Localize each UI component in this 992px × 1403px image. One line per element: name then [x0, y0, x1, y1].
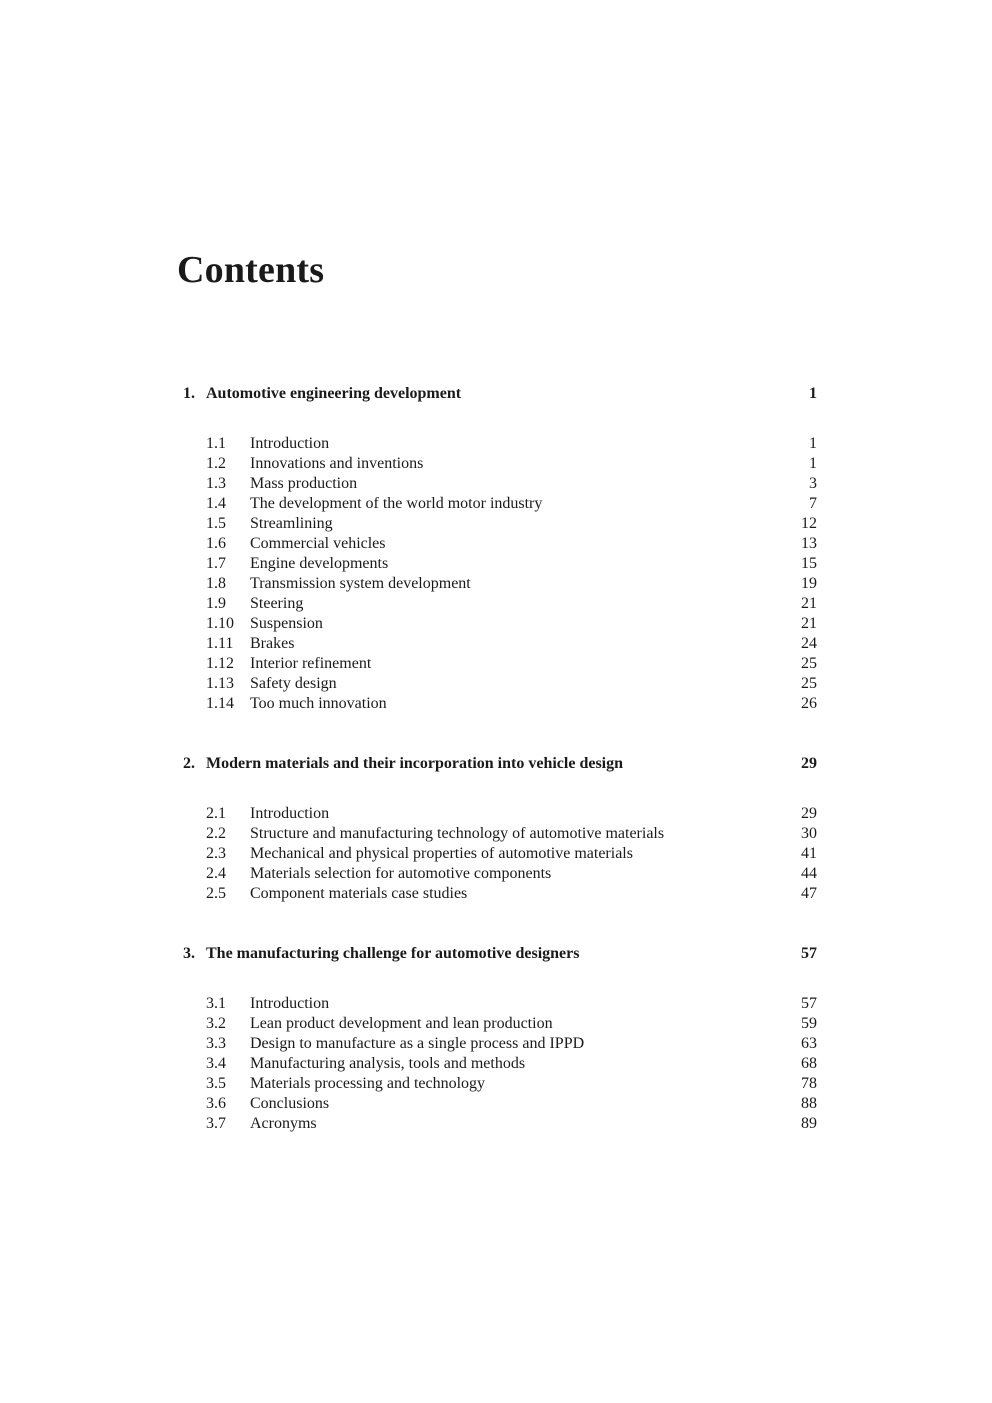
- section-number: 1.4: [206, 495, 226, 512]
- section-title: Introduction: [250, 995, 330, 1012]
- section-title: Lean product development and lean production: [250, 1015, 553, 1032]
- section-title: Steering: [250, 595, 304, 612]
- toc-chapter-3: [183, 944, 817, 1134]
- section-page-number: 25: [801, 655, 817, 672]
- toc-entry[interactable]: [206, 994, 817, 1014]
- section-title: Design to manufacture as a single process and IPPD: [250, 1035, 585, 1052]
- section-title: Commercial vehicles: [250, 535, 386, 552]
- section-page-number: 13: [801, 535, 817, 552]
- section-page-number: 88: [801, 1095, 817, 1112]
- toc-entry[interactable]: [206, 574, 817, 594]
- section-page-number: 12: [801, 515, 817, 532]
- section-page-number: 41: [801, 845, 817, 862]
- section-title: The development of the world motor industry: [250, 495, 543, 512]
- section-number: 1.1: [206, 435, 226, 452]
- section-number: 3.7: [206, 1115, 226, 1132]
- section-page-number: 59: [801, 1015, 817, 1032]
- section-number: 1.3: [206, 475, 226, 492]
- toc-entry[interactable]: [206, 1034, 817, 1054]
- section-number: 1.14: [206, 695, 234, 712]
- section-number: 1.10: [206, 615, 234, 632]
- section-page-number: 30: [801, 825, 817, 842]
- toc-chapter-2: [183, 754, 817, 904]
- page-title: Contents: [177, 249, 325, 291]
- section-page-number: 3: [809, 475, 817, 492]
- section-page-number: 44: [801, 865, 817, 882]
- section-title: Brakes: [250, 635, 295, 652]
- section-page-number: 25: [801, 675, 817, 692]
- section-page-number: 24: [801, 635, 817, 652]
- section-list: [183, 804, 817, 904]
- chapter-heading[interactable]: [183, 944, 817, 964]
- section-number: 2.5: [206, 885, 226, 902]
- section-number: 3.1: [206, 995, 226, 1012]
- section-title: Interior refinement: [250, 655, 372, 672]
- chapter-title: The manufacturing challenge for automotive designers: [206, 945, 580, 962]
- section-number: 2.2: [206, 825, 226, 842]
- section-page-number: 57: [801, 995, 817, 1012]
- toc-entry[interactable]: [206, 864, 817, 884]
- section-title: Too much innovation: [250, 695, 387, 712]
- section-number: 3.6: [206, 1095, 226, 1112]
- section-title: Component materials case studies: [250, 885, 468, 902]
- section-title: Streamlining: [250, 515, 333, 532]
- section-number: 3.4: [206, 1055, 226, 1072]
- toc-entry[interactable]: [206, 454, 817, 474]
- toc-entry[interactable]: [206, 434, 817, 454]
- section-page-number: 26: [801, 695, 817, 712]
- section-title: Safety design: [250, 675, 337, 692]
- chapter-heading[interactable]: [183, 384, 817, 404]
- toc-entry[interactable]: [206, 1054, 817, 1074]
- section-number: 3.3: [206, 1035, 226, 1052]
- section-page-number: 29: [801, 805, 817, 822]
- section-page-number: 1: [809, 455, 817, 472]
- section-page-number: 68: [801, 1055, 817, 1072]
- section-title: Materials processing and technology: [250, 1075, 486, 1092]
- toc-entry[interactable]: [206, 674, 817, 694]
- toc-entry[interactable]: [206, 804, 817, 824]
- section-title: Acronyms: [250, 1115, 317, 1132]
- toc-entry[interactable]: [206, 594, 817, 614]
- chapter-page-number: 29: [801, 755, 817, 772]
- section-list: [183, 434, 817, 714]
- section-title: Engine developments: [250, 555, 389, 572]
- section-title: Introduction: [250, 805, 330, 822]
- section-number: 3.5: [206, 1075, 226, 1092]
- section-page-number: 21: [801, 615, 817, 632]
- section-number: 1.6: [206, 535, 226, 552]
- chapter-number: 3.: [183, 945, 195, 962]
- toc-entry[interactable]: [206, 694, 817, 714]
- toc-entry[interactable]: [206, 884, 817, 904]
- section-title: Manufacturing analysis, tools and methods: [250, 1055, 526, 1072]
- section-number: 1.13: [206, 675, 234, 692]
- chapter-number: 2.: [183, 755, 195, 772]
- section-title: Introduction: [250, 435, 330, 452]
- toc-entry[interactable]: [206, 824, 817, 844]
- chapter-number: 1.: [183, 385, 195, 402]
- section-title: Materials selection for automotive components: [250, 865, 552, 882]
- section-title: Conclusions: [250, 1095, 330, 1112]
- toc-entry[interactable]: [206, 514, 817, 534]
- section-number: 1.9: [206, 595, 226, 612]
- section-page-number: 7: [809, 495, 817, 512]
- toc-entry[interactable]: [206, 534, 817, 554]
- toc-entry[interactable]: [206, 1014, 817, 1034]
- toc-entry[interactable]: [206, 654, 817, 674]
- chapter-title: Modern materials and their incorporation into vehicle design: [206, 755, 624, 772]
- section-number: 1.7: [206, 555, 226, 572]
- toc-entry[interactable]: [206, 1114, 817, 1134]
- toc-entry[interactable]: [206, 474, 817, 494]
- section-title: Transmission system development: [250, 575, 471, 592]
- section-title: Mechanical and physical properties of automotive materials: [250, 845, 633, 862]
- section-number: 1.11: [206, 635, 234, 652]
- section-page-number: 15: [801, 555, 817, 572]
- section-number: 1.2: [206, 455, 226, 472]
- chapter-page-number: 57: [801, 945, 817, 962]
- toc-entry[interactable]: [206, 1094, 817, 1114]
- section-page-number: 78: [801, 1075, 817, 1092]
- section-page-number: 1: [809, 435, 817, 452]
- section-page-number: 19: [801, 575, 817, 592]
- chapter-heading[interactable]: [183, 754, 817, 774]
- toc-chapter-1: [183, 384, 817, 714]
- toc-entry[interactable]: [206, 634, 817, 654]
- section-title: Mass production: [250, 475, 358, 492]
- toc-entry[interactable]: [206, 494, 817, 514]
- section-page-number: 63: [801, 1035, 817, 1052]
- section-title: Structure and manufacturing technology of automotive materials: [250, 825, 665, 842]
- section-page-number: 21: [801, 595, 817, 612]
- toc-entry[interactable]: [206, 614, 817, 634]
- section-page-number: 47: [801, 885, 817, 902]
- section-number: 2.1: [206, 805, 226, 822]
- section-title: Suspension: [250, 615, 323, 632]
- section-number: 3.2: [206, 1015, 226, 1032]
- section-number: 2.4: [206, 865, 226, 882]
- toc-entry[interactable]: [206, 1074, 817, 1094]
- section-number: 2.3: [206, 845, 226, 862]
- section-number: 1.8: [206, 575, 226, 592]
- section-list: [183, 994, 817, 1134]
- section-number: 1.5: [206, 515, 226, 532]
- toc-entry[interactable]: [206, 844, 817, 864]
- toc-entry[interactable]: [206, 554, 817, 574]
- section-number: 1.12: [206, 655, 234, 672]
- chapter-page-number: 1: [809, 385, 817, 402]
- chapter-title: Automotive engineering development: [206, 385, 462, 402]
- section-title: Innovations and inventions: [250, 455, 424, 472]
- section-page-number: 89: [801, 1115, 817, 1132]
